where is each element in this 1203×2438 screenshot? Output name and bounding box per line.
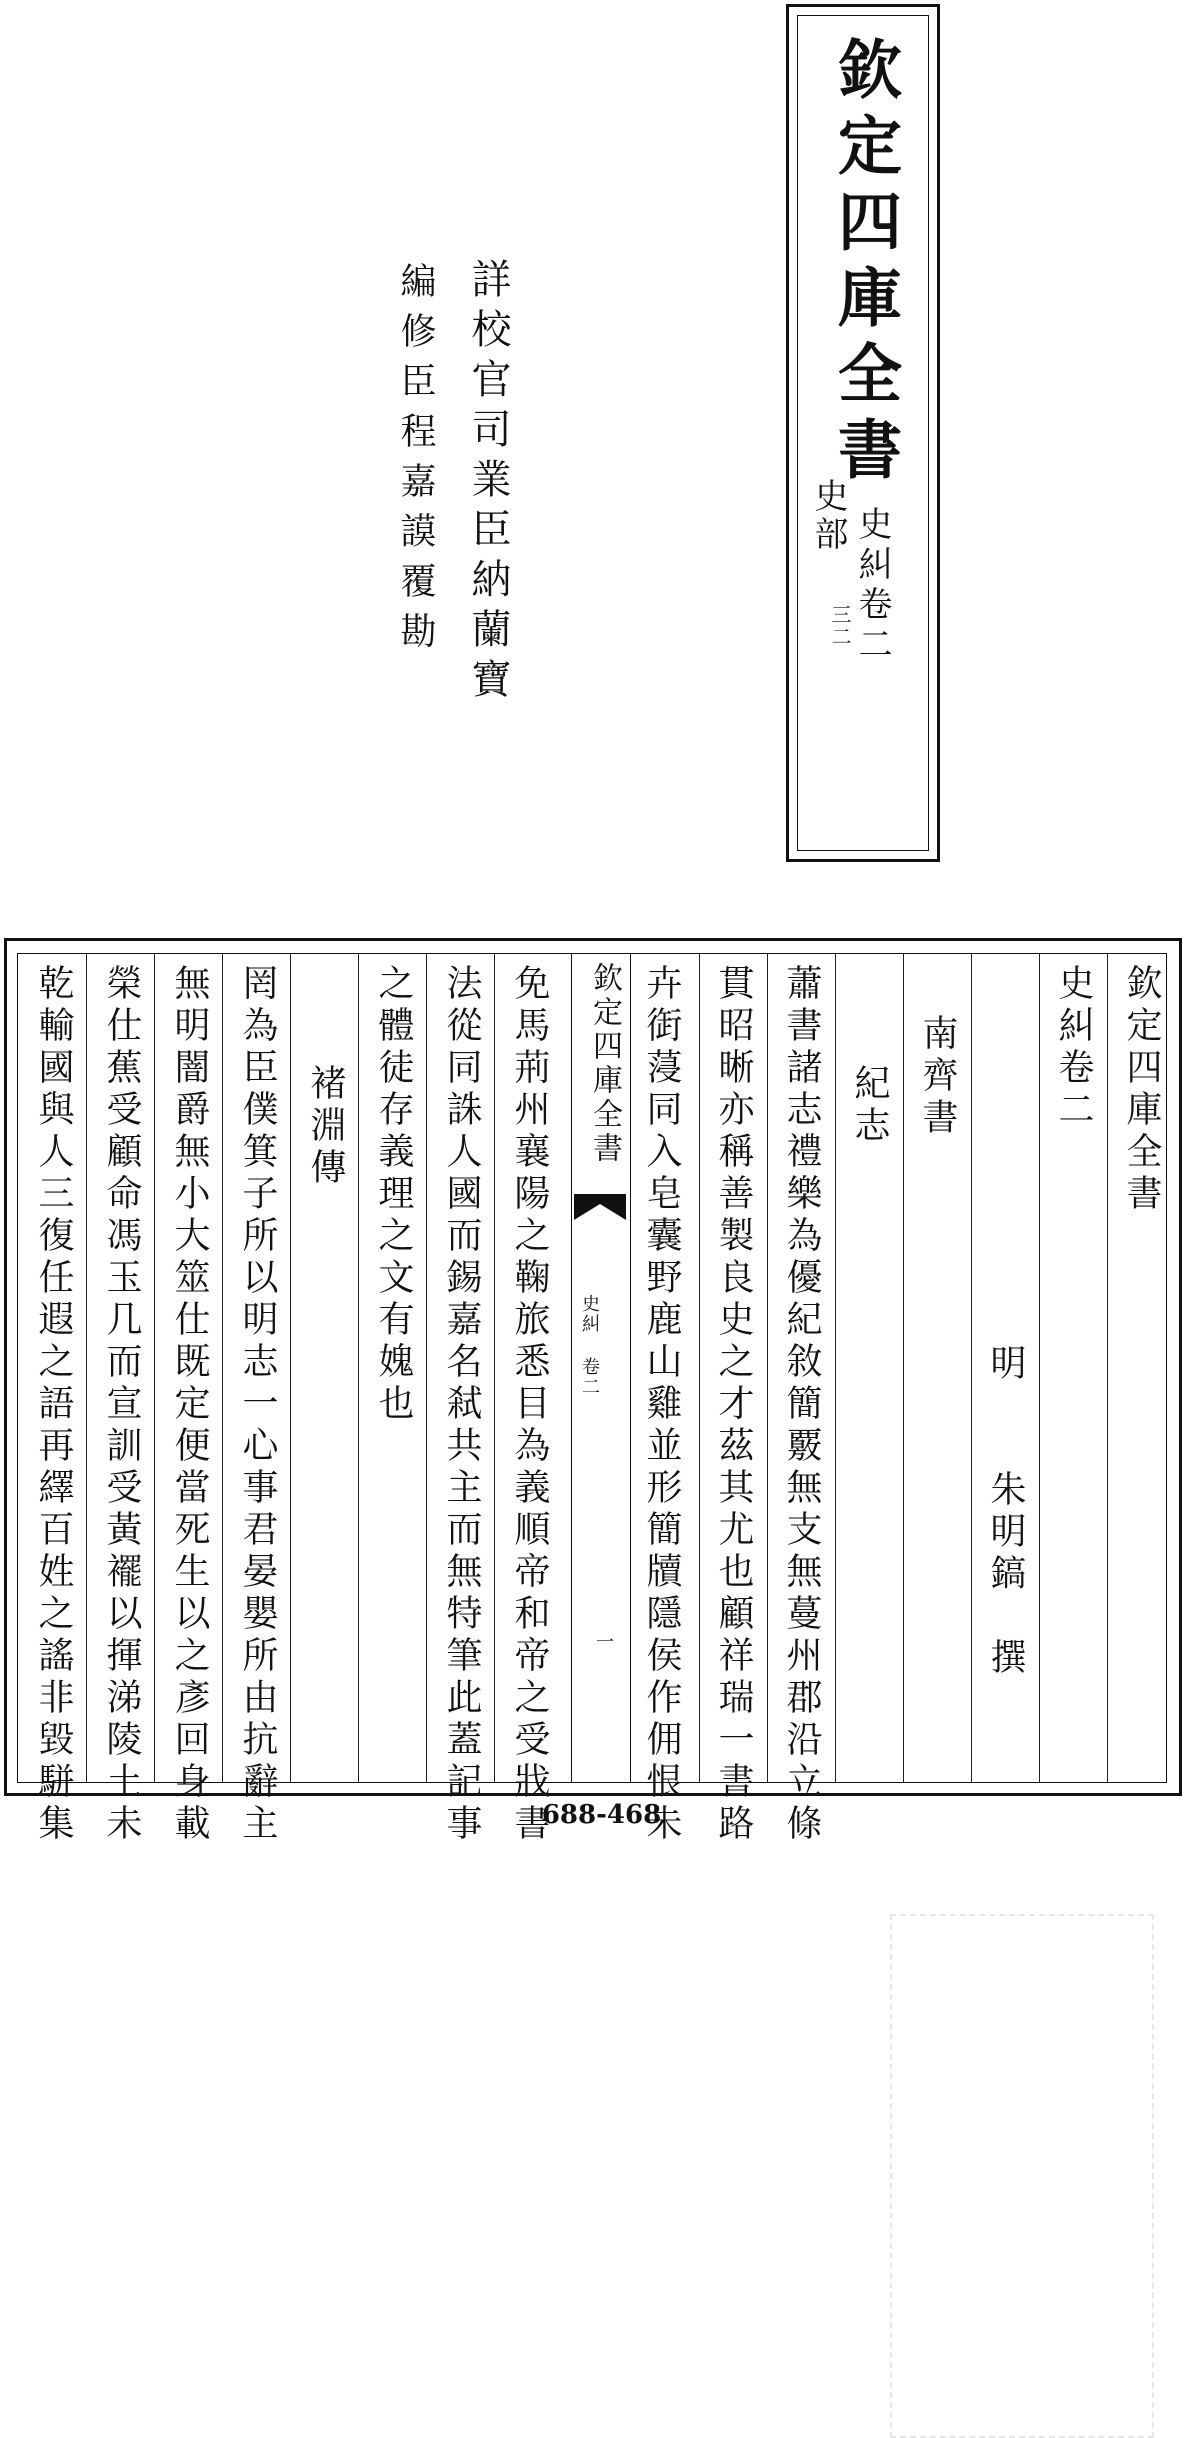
column-rule [494,954,495,1782]
column-rule [835,954,836,1782]
center-fold [571,954,631,1782]
editor-credit-line-1: 詳校官司業臣納蘭寶 [465,258,511,708]
text-column: 無明闇爵無小大筮仕既定便當死生以之彥回身載 [169,964,210,1846]
column-rule [290,954,291,1782]
title-plate [786,4,940,862]
column-rule [1039,954,1040,1782]
column-rule [767,954,768,1782]
book-title: 欽定四庫全書 [827,36,902,492]
text-column: 法從同誅人國而錫嘉名弒共主而無特筆此蓋記事 [441,964,482,1846]
volume-label: 史糾卷二 [852,506,892,666]
text-column: 蕭書諸志禮樂為優紀敘簡覈無支無蔓州郡沿立條 [781,964,822,1846]
column-rule [358,954,359,1782]
column-rule [971,954,972,1782]
fish-tail-mark-icon [574,1194,626,1220]
volume-note: 三二 [828,604,852,648]
text-column: 卉衘蓡同入皂囊野鹿山雞並形簡牘隱侯作佣恨未 [641,964,682,1846]
author-line: 明 朱明鎬 撰 [985,1344,1026,1680]
column-rule [903,954,904,1782]
column-rule [222,954,223,1782]
section-label: 史部 [808,478,848,554]
text-column: 乾輸國與人三復任遐之語再繹百姓之謠非毀駢集 [33,964,74,1846]
column-rule [699,954,700,1782]
column-rule [154,954,155,1782]
text-column: 紀志 [849,1064,890,1148]
chapter-heading: 褚淵傳 [305,1064,346,1190]
page-number: 688-468 [541,1800,662,1830]
text-column: 罔為臣僕箕子所以明志一心事君晏嬰所由抗辭主 [237,964,278,1846]
fold-volume-label: 史糾 卷二 [579,1294,600,1397]
text-column: 欽定四庫全書 [1121,964,1162,1216]
text-column: 貫昭晰亦稱善製良史之才茲其尤也顧祥瑞一書路 [713,964,754,1846]
text-column: 榮仕蕉受顧命馮玉几而宣訓受黃襬以揮涕陵土未 [101,964,142,1846]
text-column: 史糾卷二 [1053,964,1094,1132]
title-plate-inner-border [797,15,929,851]
column-rule [1107,954,1108,1782]
column-rule [86,954,87,1782]
fold-title: 欽定四庫全書 [587,962,622,1166]
text-column: 免馬荊州襄陽之鞠旅悉目為義順帝和帝之受戕書 [509,964,550,1846]
fold-page-number: 一 [593,1632,614,1650]
column-rule [426,954,427,1782]
faint-seal-stamp [890,1914,1154,2438]
editor-credit-line-2: 編修臣程嘉謨覆勘 [395,262,436,662]
text-column: 南齊書 [917,1014,958,1140]
text-column: 之體徒存義理之文有媿也 [373,964,414,1426]
